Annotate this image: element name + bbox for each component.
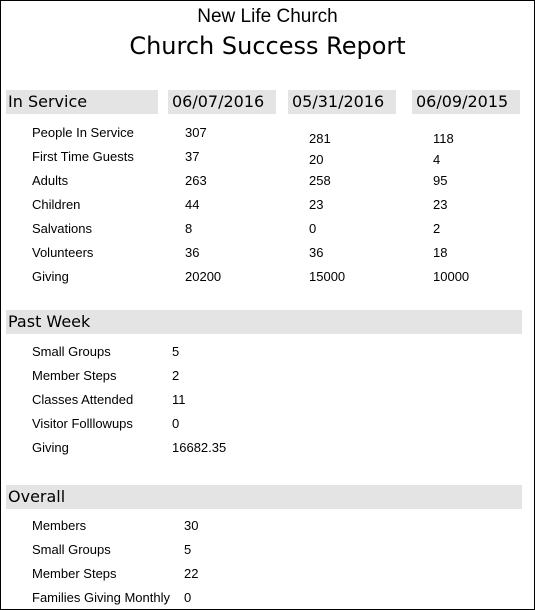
in-service-value: 258 (309, 173, 331, 188)
church-name: New Life Church (197, 6, 338, 27)
in-service-value: 23 (309, 197, 324, 212)
in-service-value: 36 (309, 245, 324, 260)
in-service-value: 44 (185, 197, 200, 212)
in-service-value: 15000 (309, 269, 346, 284)
in-service-label-children: Children (32, 197, 81, 212)
past-week-value: 0 (172, 416, 180, 431)
in-service-label-guests: First Time Guests (32, 149, 134, 164)
in-service-value: 118 (433, 131, 454, 146)
in-service-value: 95 (433, 173, 448, 188)
overall-label: Members (32, 518, 87, 533)
past-week-label: Visitor Folllowups (32, 416, 133, 431)
in-service-label-giving: Giving (32, 269, 69, 284)
past-week-value: 16682.35 (172, 440, 227, 455)
past-week-value: 5 (172, 344, 180, 359)
in-service-value: 23 (433, 197, 448, 212)
past-week-label: Giving (32, 440, 69, 455)
in-service-value: 20 (309, 152, 324, 167)
past-week-label: Small Groups (32, 344, 111, 359)
overall-value: 30 (184, 518, 199, 533)
in-service-value: 2 (433, 221, 441, 236)
past-week-label: Classes Attended (32, 392, 134, 407)
section-header-overall: Overall (6, 485, 522, 509)
in-service-label-adults: Adults (32, 173, 69, 188)
in-service-value: 18 (433, 245, 448, 260)
in-service-value: 4 (433, 152, 441, 167)
in-service-value: 281 (309, 131, 331, 146)
in-service-value: 10000 (433, 269, 470, 284)
in-service-value: 263 (185, 173, 207, 188)
report-title: Church Success Report (129, 32, 406, 60)
in-service-value: 307 (185, 125, 207, 140)
past-week-label: Member Steps (32, 368, 117, 383)
in-service-value: 36 (185, 245, 200, 260)
section-header-in-service: In Service (6, 90, 158, 114)
in-service-value: 37 (185, 149, 200, 164)
past-week-value: 11 (172, 392, 186, 407)
overall-value: 0 (184, 590, 192, 605)
overall-label: Families Giving Monthly (32, 590, 170, 605)
in-service-value: 8 (185, 221, 193, 236)
in-service-label-volunteers: Volunteers (32, 245, 94, 260)
in-service-label-people: People In Service (32, 125, 134, 140)
in-service-label-salvations: Salvations (32, 221, 92, 236)
past-week-value: 2 (172, 368, 180, 383)
date-header-3: 06/09/2015 (412, 90, 520, 114)
overall-value: 22 (184, 566, 199, 581)
date-header-2: 05/31/2016 (288, 90, 396, 114)
in-service-value: 0 (309, 221, 317, 236)
overall-label: Small Groups (32, 542, 111, 557)
overall-label: Member Steps (32, 566, 117, 581)
overall-value: 5 (184, 542, 192, 557)
date-header-1: 06/07/2016 (168, 90, 276, 114)
section-header-past-week: Past Week (6, 310, 522, 334)
in-service-value: 20200 (185, 269, 222, 284)
